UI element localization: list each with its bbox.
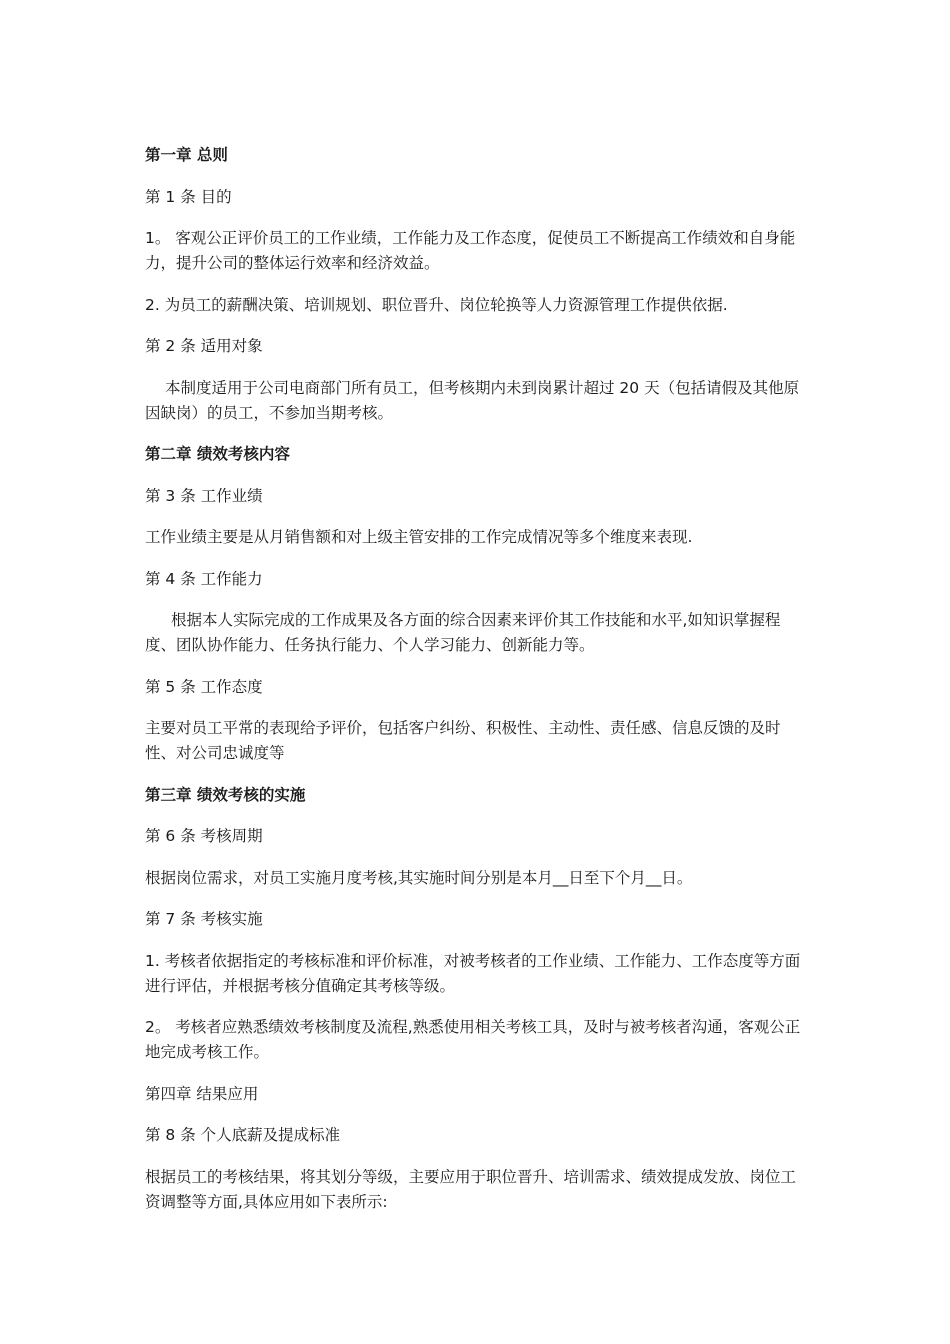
chapter-2-heading: 第二章 绩效考核内容 <box>145 445 290 463</box>
article-8-heading: 第 8 条 个人底薪及提成标准 <box>145 1126 341 1144</box>
article-6-heading: 第 6 条 考核周期 <box>145 827 263 845</box>
article-3-heading: 第 3 条 工作业绩 <box>145 486 263 505</box>
article-1-item-2: 2. 为员工的薪酬决策、培训规划、职位晋升、岗位轮换等人力资源管理工作提供依据. <box>145 295 728 314</box>
document-page <box>145 143 805 1231</box>
article-2-heading: 第 2 条 适用对象 <box>145 337 263 355</box>
article-6-body: 根据岗位需求，对员工实施月度考核,其实施时间分别是本月__日至下个月__日。 <box>145 868 693 887</box>
article-7-item-2: 2。 考核者应熟悉绩效考核制度及流程,熟悉使用相关考核工具，及时与被考核者沟通，客观公正地完成考核工作。 <box>145 1018 801 1061</box>
article-7-item-1: 1. 考核者依据指定的考核标准和评价标准，对被考核者的工作业绩、工作能力、工作态度等方面进行评估，并根据考核分值确定其考核等级。 <box>145 951 801 995</box>
article-2-body: 本制度适用于公司电商部门所有员工，但考核期内未到岗累计超过 20 天（包括请假及其他原因缺岗）的员工，不参加当期考核。 <box>145 378 800 422</box>
article-4-heading: 第 4 条 工作能力 <box>145 569 263 588</box>
article-5-heading: 第 5 条 工作态度 <box>145 677 263 696</box>
article-1-heading: 第 1 条 目的 <box>145 187 232 206</box>
chapter-4-heading: 第四章 结果应用 <box>145 1084 259 1103</box>
article-8-body: 根据员工的考核结果，将其划分等级，主要应用于职位晋升、培训需求、绩效提成发放、岗位工资调整等方面,具体应用如下表所示: <box>145 1167 797 1211</box>
article-3-body: 工作业绩主要是从月销售额和对上级主管安排的工作完成情况等多个维度来表现. <box>145 528 693 546</box>
article-4-body: 根据本人实际完成的工作成果及各方面的综合因素来评价其工作技能和水平,如知识掌握程度、团队协作能力、任务执行能力、个人学习能力、创新能力等。 <box>145 611 781 654</box>
chapter-3-heading: 第三章 绩效考核的实施 <box>145 785 306 804</box>
chapter-1-heading: 第一章 总则 <box>145 146 228 164</box>
article-1-item-1: 1。 客观公正评价员工的工作业绩，工作能力及工作态度，促使员工不断提高工作绩效和自身能力，提升公司的整体运行效率和经济效益。 <box>145 229 796 272</box>
article-7-heading: 第 7 条 考核实施 <box>145 910 263 928</box>
article-5-body: 主要对员工平常的表现给予评价，包括客户纠纷、积极性、主动性、责任感、信息反馈的及时性、对公司忠诚度等 <box>145 719 781 762</box>
